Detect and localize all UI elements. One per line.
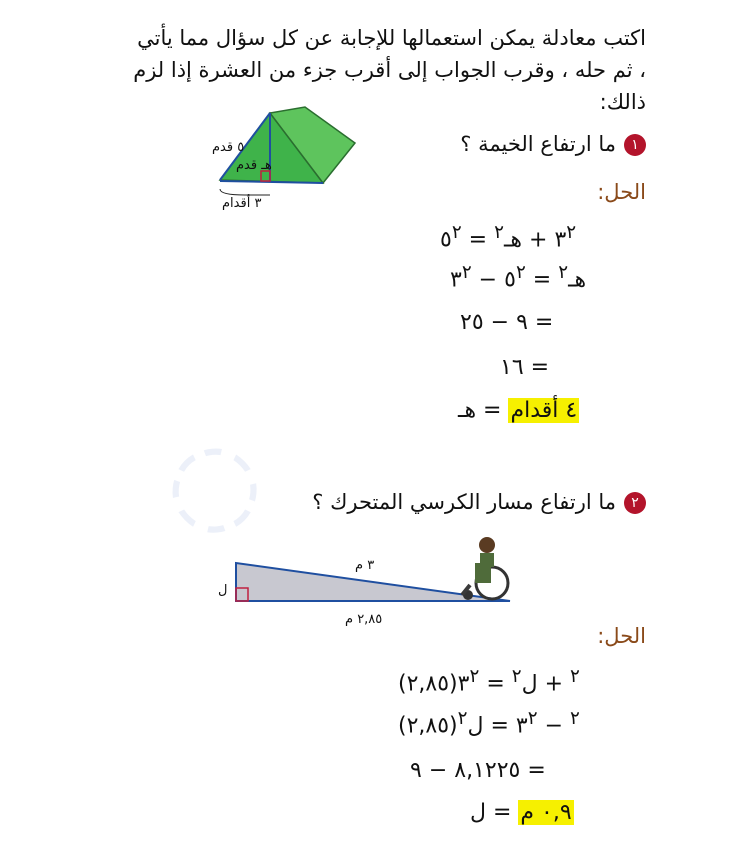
q2-text: ما ارتفاع مسار الكرسي المتحرك ؟ (312, 490, 616, 514)
tent-slant-label: ٥ قدم (212, 140, 245, 155)
ramp-figure (230, 525, 520, 610)
tent-height-label: هـ قدم (236, 158, 272, 173)
ramp-base-label: ٢,٨٥ م (345, 612, 383, 627)
watermark: ◌ (128, 404, 288, 564)
q2-step-2: (٢,٨٥) $^٢ - ٣^٢$ = ل$^٢$ (398, 708, 580, 739)
q2-solution-label: الحل: (597, 624, 646, 648)
q1-number-badge: ١ (624, 134, 646, 156)
q2-step-4: ٠,٩ م = ل (470, 800, 572, 825)
q1-step-1: $٣^٢$ + هـ$^٢$ = $٥^٢$ (440, 222, 577, 253)
q1-step-3: ٩ − ٢٥ = (460, 310, 554, 335)
q1-step-5: ٤ أقدام = هـ (458, 398, 578, 423)
q1-solution-label: الحل: (597, 180, 646, 204)
q2-number-badge: ٢ (624, 492, 646, 514)
q2-question (312, 490, 646, 514)
ramp-height-label: ل (218, 583, 228, 598)
q1-step-4: ١٦ = (500, 355, 550, 380)
q1-answer: ٤ أقدام (510, 398, 578, 423)
q2-step-3: ٨,١٢٢٥ − ٩ = (410, 758, 546, 783)
q2-answer: ٠,٩ م (520, 800, 572, 825)
intro-paragraph: اكتب معادلة يمكن استعمالها للإجابة عن كل سؤال مما يأتي ، ثم حله ، وقرب الجواب إلى أقرب جزء من العشرة إذا لزم ذالك: (133, 26, 646, 114)
q1-text: ما ارتفاع الخيمة ؟ (460, 132, 616, 156)
q1-step-2: هـ$^٢$ = $٥^٢$ − $٣^٢$ (450, 262, 587, 293)
ramp-hyp-label: ٣ م (355, 558, 375, 573)
tent-base-label: ٣ أقدام (222, 196, 262, 211)
q2-step-1: (٢,٨٥) $^٢$ + ل$^٢$ = $٣^٢$ (398, 666, 580, 697)
q1-question (460, 132, 646, 156)
